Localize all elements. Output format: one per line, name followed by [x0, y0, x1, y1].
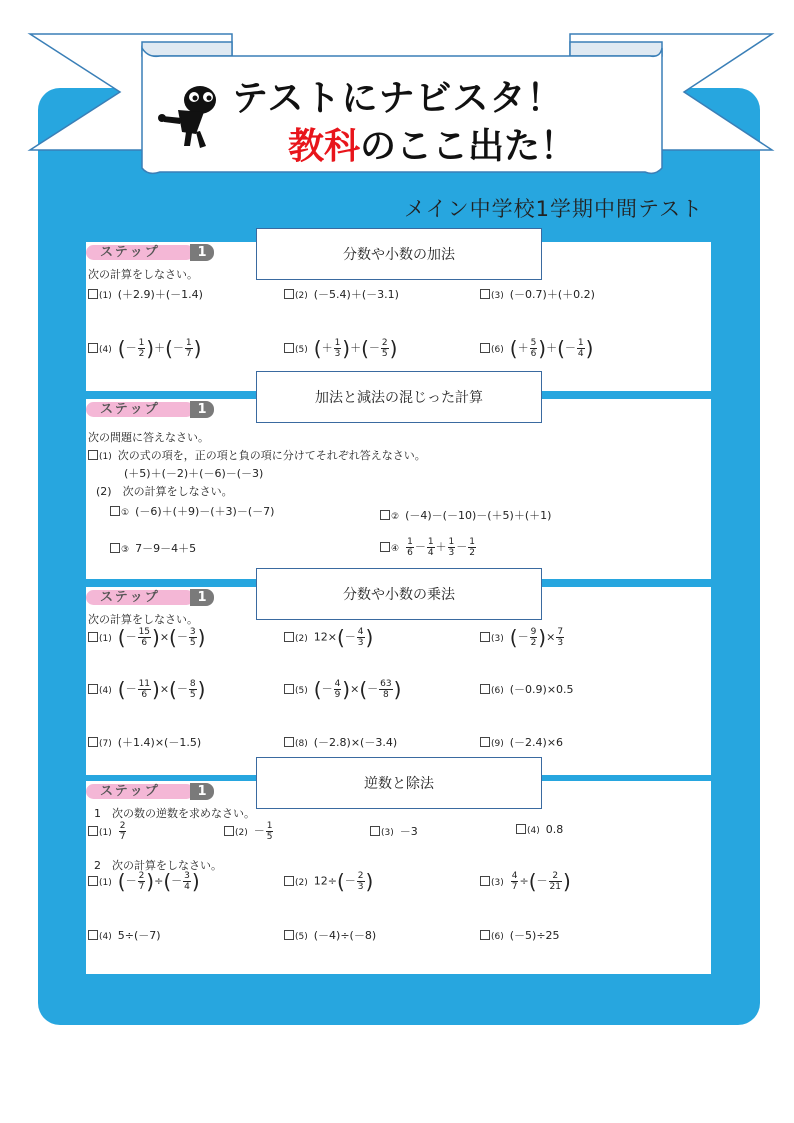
expression: (＋2.9)＋(－1.4) [117, 288, 203, 301]
question-number: (4) [99, 685, 112, 696]
expression: (－2.4)×6 [509, 736, 564, 749]
question-number: ③ [121, 545, 130, 555]
checkbox[interactable] [88, 632, 98, 642]
checkbox[interactable] [88, 737, 98, 747]
question-number: (3) [491, 291, 504, 301]
question-number: (5) [295, 344, 308, 355]
checkbox[interactable] [480, 930, 490, 940]
expression: －3 [399, 825, 418, 838]
question-number: (6) [491, 344, 504, 355]
checkbox[interactable] [284, 737, 294, 747]
section-title-division: 逆数と除法 [256, 757, 542, 809]
step-badge [86, 589, 214, 605]
checkbox[interactable] [88, 343, 98, 353]
question-text: 次の計算をしなさい。 [122, 485, 233, 498]
question-number: (6) [491, 686, 504, 696]
expression: (－0.7)＋(＋0.2) [509, 288, 595, 301]
checkbox[interactable] [110, 543, 120, 553]
division-5 [284, 927, 376, 943]
question-2 [96, 483, 233, 499]
question-1 [88, 447, 426, 463]
reciprocal-4 [516, 823, 563, 836]
question-number: (6) [491, 932, 504, 942]
question-number: (1) [99, 827, 112, 838]
expression: (＋1.4)×(－1.5) [117, 736, 202, 749]
question-number: (2) [235, 827, 248, 838]
question-number: (1) [99, 452, 112, 462]
checkbox[interactable] [284, 632, 294, 642]
checkbox[interactable] [380, 542, 390, 552]
question-6 [480, 681, 574, 697]
instruction: 次の計算をしなさい。 [88, 613, 198, 626]
question-number: (7) [99, 739, 112, 749]
step-number: 1 [190, 589, 214, 606]
banner-title-line2-rest: のここ出た！ [360, 126, 577, 167]
question-6: (6) (＋ $\frac{5}{6}$ )＋(－ $\frac{1}{4}$ ) [480, 338, 593, 359]
division-3: (3) $\frac{4}{7}$ ÷(－ $\frac{2}{21}$ ) [480, 871, 571, 892]
question-number: (4) [99, 344, 112, 355]
question-number: ④ [391, 543, 400, 554]
checkbox[interactable] [224, 826, 234, 836]
question-2-4: ④ $\frac{1}{6}$ － $\frac{1}{4}$ ＋ $\frac{1}{3}$ － $\frac{1}{2}$ [380, 537, 477, 558]
question-2: (2) 12×(－ $\frac{4}{3}$ ) [284, 627, 373, 648]
question-9 [480, 734, 563, 750]
section-title-multiplication: 分数や小数の乗法 [256, 568, 542, 620]
question-number: (4) [527, 826, 540, 836]
subject-label: 教科 [288, 126, 361, 167]
school-test-name: メイン中学校1学期中間テスト [404, 197, 704, 221]
reciprocal-1: (1) $\frac{2}{7}$ [88, 821, 127, 842]
banner-title-line2 [288, 118, 576, 169]
question-number: (1) [99, 633, 112, 644]
step-number: 1 [190, 244, 214, 261]
question-number: (3) [491, 877, 504, 888]
question-number: (9) [491, 739, 504, 749]
section-title-mixed: 加法と減法の混じった計算 [256, 371, 542, 423]
question-number: (2) [295, 633, 308, 644]
checkbox[interactable] [110, 506, 120, 516]
checkbox[interactable] [370, 826, 380, 836]
question-5: (5) (－ $\frac{4}{9}$ )×(－ $\frac{63}{8}$ ) [284, 679, 401, 700]
question-1: (1) (－ $\frac{15}{6}$ )×(－ $\frac{3}{5}$ ) [88, 627, 205, 648]
question-number: ② [391, 512, 400, 522]
question-number: (3) [491, 633, 504, 644]
instruction: 次の問題に答えなさい。 [88, 431, 209, 444]
question-1 [88, 286, 203, 302]
step-number: 1 [190, 401, 214, 418]
reciprocal-3 [370, 823, 418, 839]
question-number: (3) [381, 828, 394, 838]
ribbon-right-curl [570, 42, 662, 56]
question-number: ① [121, 508, 130, 518]
question-number: (8) [295, 739, 308, 749]
expression: (＋5)＋(－2)＋(－6)－(－3) [124, 467, 264, 480]
step-badge [86, 244, 214, 260]
question-2-3 [110, 540, 196, 556]
reciprocal-2: (2) － $\frac{1}{5}$ [224, 821, 274, 842]
question-4: (4) (－ $\frac{1}{2}$ )＋(－ $\frac{1}{7}$ ) [88, 338, 201, 359]
step-label: ステップ [86, 784, 194, 799]
part-2-heading: 2 次の計算をしなさい。 [94, 859, 222, 872]
question-8 [284, 734, 397, 750]
checkbox[interactable] [284, 343, 294, 353]
checkbox[interactable] [480, 289, 490, 299]
section-title-addition: 分数や小数の加法 [256, 228, 542, 280]
expression: (－5.4)＋(－3.1) [313, 288, 399, 301]
checkbox[interactable] [480, 632, 490, 642]
step-label: ステップ [86, 402, 194, 417]
checkbox[interactable] [284, 876, 294, 886]
expression: (－2.8)×(－3.4) [313, 736, 398, 749]
checkbox[interactable] [88, 876, 98, 886]
question-number: (2) [295, 877, 308, 888]
question-number: (1) [99, 291, 112, 301]
step-label: ステップ [86, 245, 194, 260]
instruction: 次の計算をしなさい。 [88, 268, 198, 281]
mascot-icon [156, 82, 222, 152]
question-7 [88, 734, 201, 750]
checkbox[interactable] [88, 289, 98, 299]
question-2 [284, 286, 399, 302]
checkbox[interactable] [480, 684, 490, 694]
checkbox[interactable] [88, 684, 98, 694]
expression: 7－9－4＋5 [135, 542, 197, 555]
expression: (－5)÷25 [509, 929, 560, 942]
step-number: 1 [190, 783, 214, 800]
checkbox[interactable] [516, 824, 526, 834]
ribbon-left-curl [142, 42, 232, 56]
part-1-heading: 1 次の数の逆数を求めなさい。 [94, 807, 255, 820]
expression: (－6)＋(＋9)－(＋3)－(－7) [135, 505, 275, 518]
checkbox[interactable] [88, 826, 98, 836]
division-4 [88, 927, 161, 943]
step-badge [86, 401, 214, 417]
expression: (－0.9)×0.5 [509, 683, 574, 696]
question-text: 次の式の項を，正の項と負の項に分けてそれぞれ答えなさい。 [117, 449, 426, 462]
section-mixed [86, 399, 711, 579]
question-3: (3) (－ $\frac{9}{2}$ )× $\frac{7}{3}$ [480, 627, 565, 648]
expression: (－4)－(－10)－(＋5)＋(＋1) [405, 509, 552, 522]
checkbox[interactable] [284, 930, 294, 940]
question-4: (4) (－ $\frac{11}{6}$ )×(－ $\frac{8}{5}$ ) [88, 679, 205, 700]
division-6 [480, 927, 560, 943]
question-number: (5) [295, 685, 308, 696]
question-2-2 [380, 507, 551, 523]
question-5: (5) (＋ $\frac{1}{3}$ )＋(－ $\frac{2}{5}$ ) [284, 338, 397, 359]
checkbox[interactable] [480, 876, 490, 886]
step-label: ステップ [86, 590, 194, 605]
section-division [86, 781, 711, 974]
checkbox[interactable] [284, 289, 294, 299]
banner-title-line1: テストにナビスタ！ [232, 78, 564, 119]
question-number: (4) [99, 932, 112, 942]
division-1: (1) (－ $\frac{2}{7}$ )÷(－ $\frac{3}{4}$ ) [88, 871, 200, 892]
division-2: (2) 12÷(－ $\frac{2}{3}$ ) [284, 871, 373, 892]
question-number: (2) [96, 485, 112, 498]
checkbox[interactable] [480, 737, 490, 747]
question-2-1 [110, 503, 274, 519]
expression: (－4)÷(－8) [313, 929, 377, 942]
question-3 [480, 286, 595, 302]
checkbox[interactable] [380, 510, 390, 520]
checkbox[interactable] [480, 343, 490, 353]
step-badge [86, 783, 214, 799]
question-number: (2) [295, 291, 308, 301]
checkbox[interactable] [88, 450, 98, 460]
expression: 0.8 [545, 823, 564, 836]
checkbox[interactable] [284, 684, 294, 694]
question-number: (5) [295, 932, 308, 942]
checkbox[interactable] [88, 930, 98, 940]
expression: 5÷(－7) [117, 929, 161, 942]
question-number: (1) [99, 877, 112, 888]
